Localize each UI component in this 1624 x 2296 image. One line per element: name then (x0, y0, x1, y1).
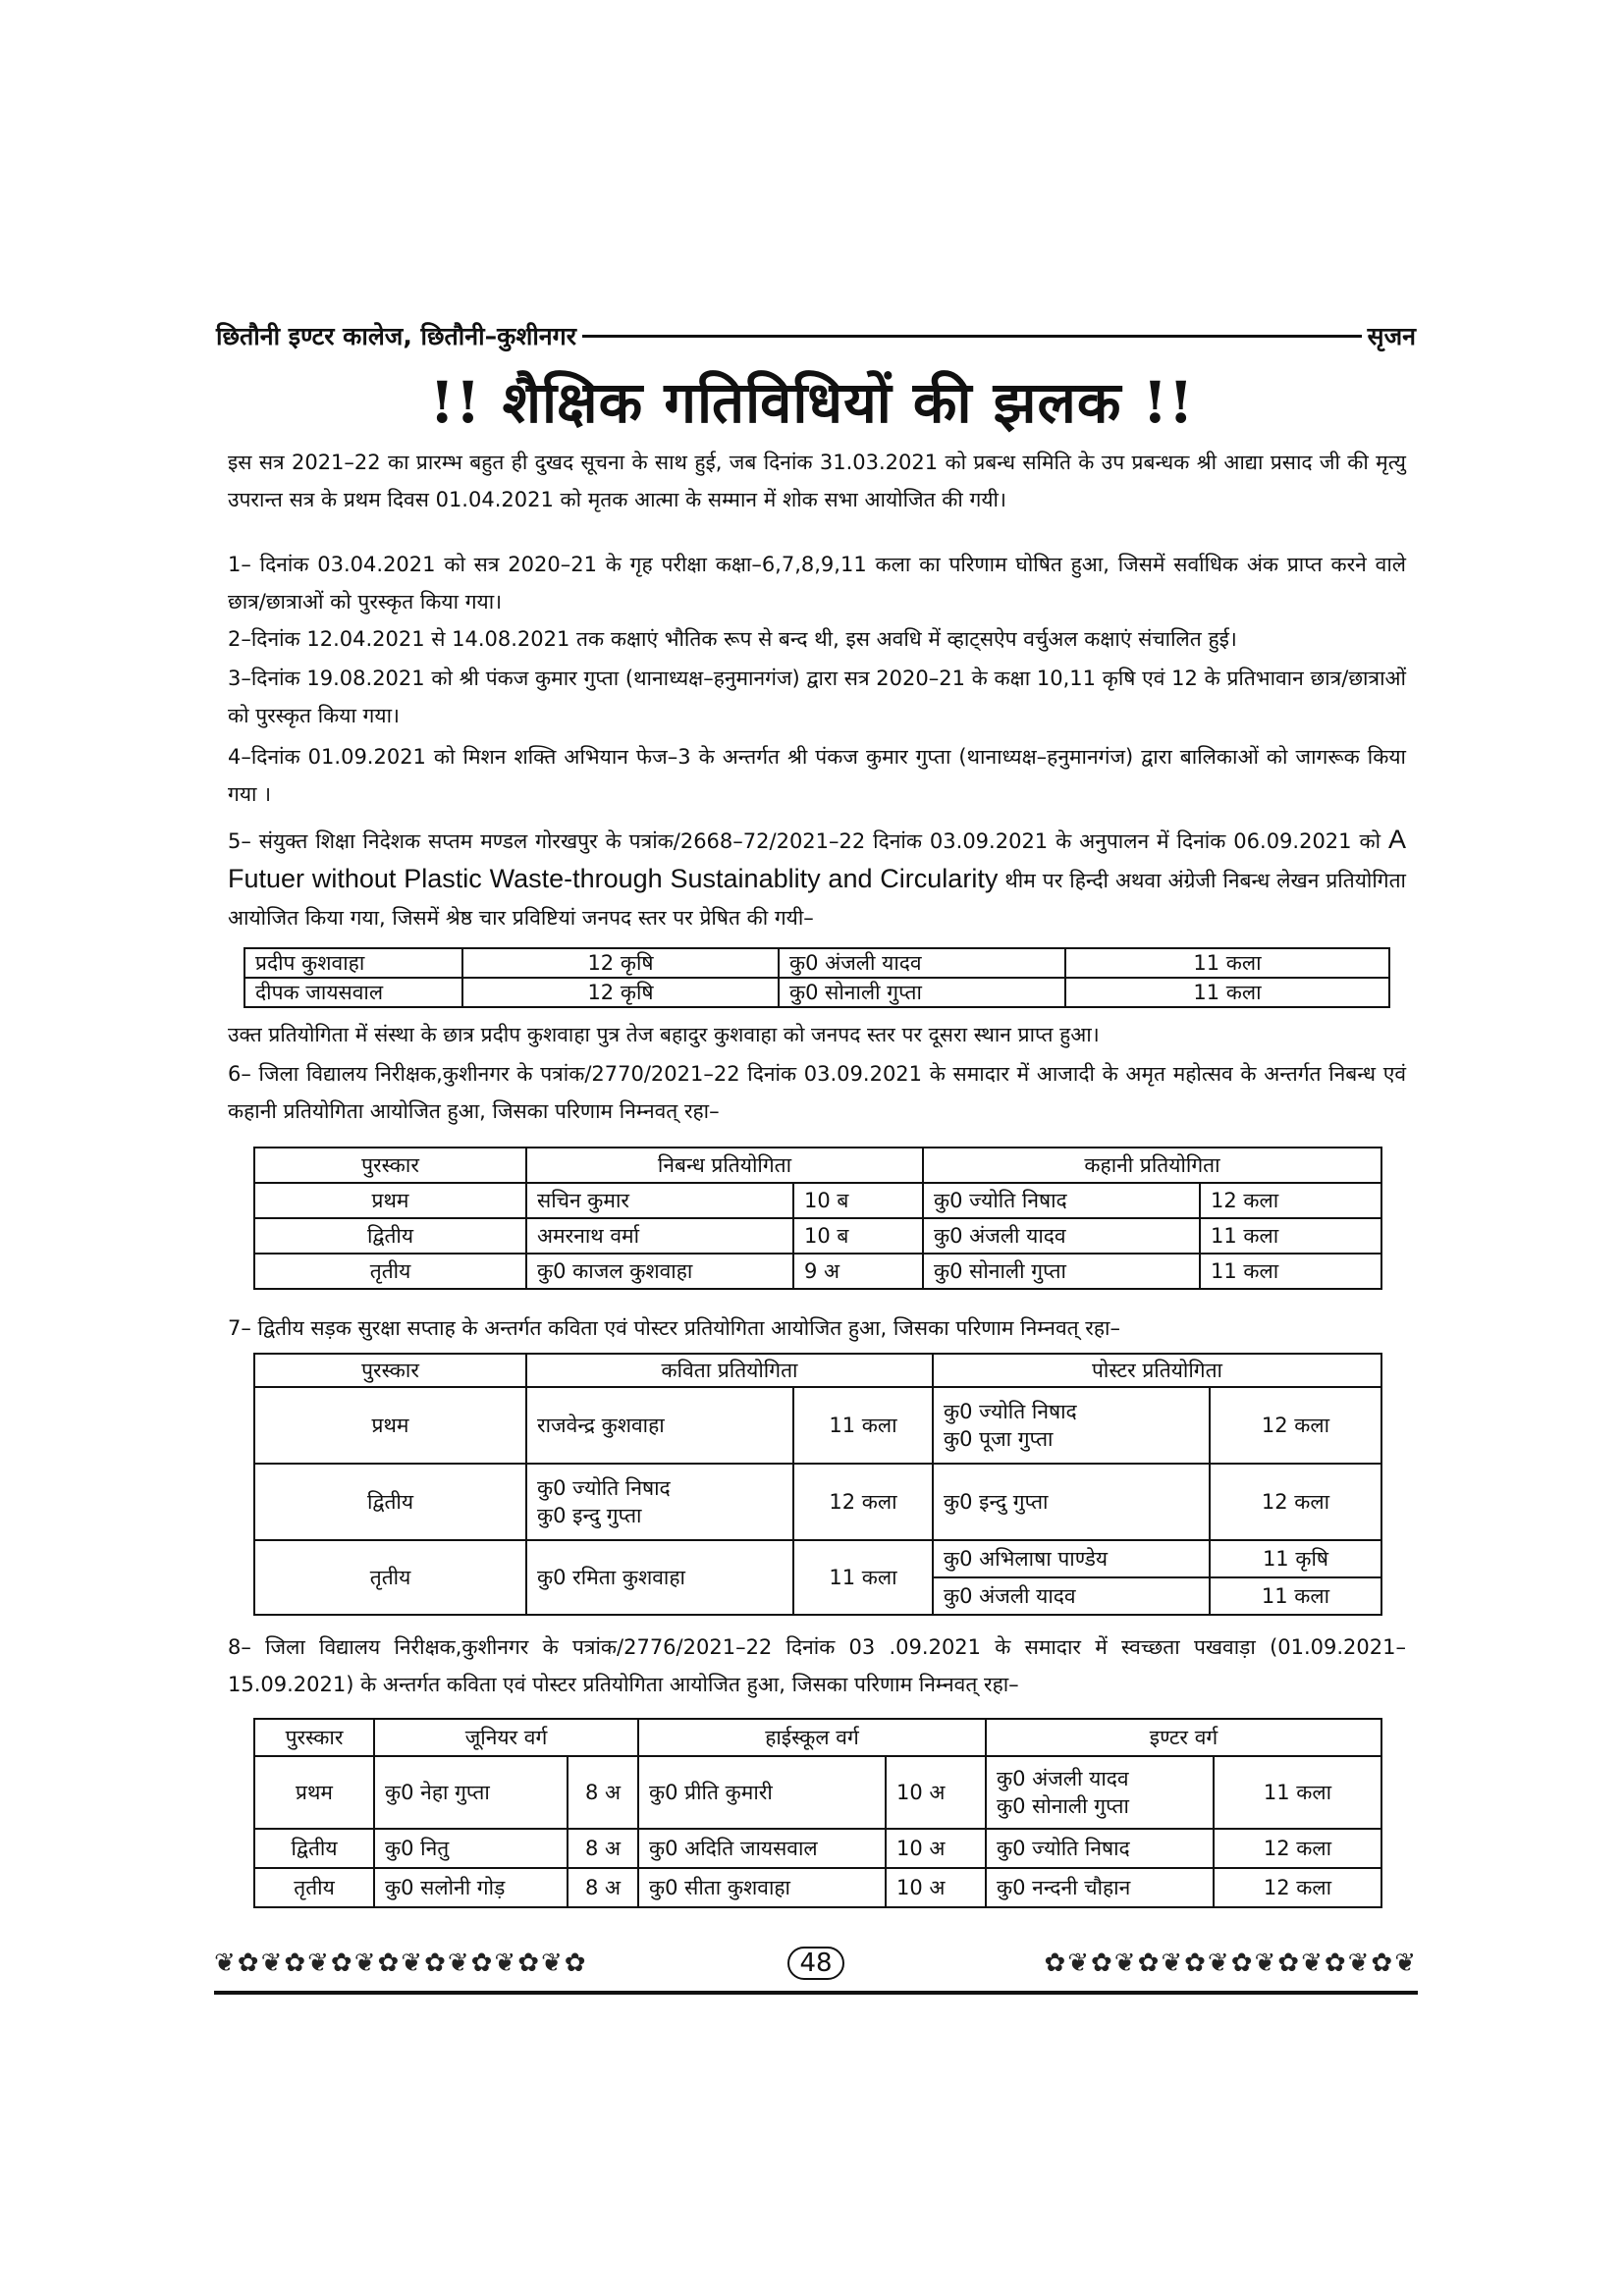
table-row: प्रदीप कुशवाहा 12 कृषि कु0 अंजली यादव 11 कला (244, 948, 1389, 978)
item-2: 2–दिनांक 12.04.2021 से 14.08.2021 तक कक्षाएं भौतिक रूप से बन्द थी, इस अवधि में व्हाट्सऐप वर्चुअल कक्षाएं संचालित हुई। (228, 627, 1237, 651)
item-6: 6– जिला विद्यालय निरीक्षक,कुशीनगर के पत्रांक/2770/2021–22 दिनांक 03.09.2021 के समादार में आजादी के अमृत महोत्सव के अन्तर्गत निबन्ध एवं कहानी प्रतियोगिता आयोजित हुआ, जिसका परिणाम निम्नवत् रहा– (228, 1062, 1406, 1123)
table-row: प्रथम राजवेन्द्र कुशवाहा 11 कला कु0 ज्योति निषाद कु0 पूजा गुप्ता 12 कला (254, 1387, 1381, 1464)
item-5-result: उक्त प्रतियोगिता में संस्था के छात्र प्रदीप कुशवाहा पुत्र तेज बहादुर कुशवाहा को जनपद स्तर पर दूसरा स्थान प्राप्त हुआ। (228, 1023, 1100, 1046)
item-3: 3–दिनांक 19.08.2021 को श्री पंकज कुमार गुप्ता (थानाध्यक्ष–हनुमानगंज) द्वारा सत्र 2020–21 के कक्षा 10,11 कृषि एवं 12 के प्रतिभावान छात्र/छात्राओं को पुरस्कृत किया गया। (228, 667, 1406, 727)
table-header-row: पुरस्कार जूनियर वर्ग हाईस्कूल वर्ग इण्टर वर्ग (254, 1719, 1381, 1756)
essay-story-results-table (253, 1147, 1382, 1290)
table-row: दीपक जायसवाल 12 कृषि कु0 सोनाली गुप्ता 11 कला (244, 978, 1389, 1007)
item-5-rest: थीम पर हिन्दी अथवा अंग्रेजी निबन्ध लेखन प्रतियोगिता आयोजित किया गया, जिसमें श्रेष्ठ चार प्रविष्टियां जनपद स्तर पर प्रेषित की गयी– (228, 869, 1406, 930)
poem-poster-results-table (253, 1353, 1382, 1616)
item-5-intro: 5– संयुक्त शिक्षा निदेशक सप्तम मण्डल गोरखपुर के पत्रांक/2668–72/2021–22 दिनांक 03.09.2021 के अनुपालन में दिनांक 06.09.2021 को (228, 829, 1381, 853)
item-1: 1– दिनांक 03.04.2021 को सत्र 2020–21 के गृह परीक्षा कक्षा–6,7,8,9,11 कला का परिणाम घोषित हुआ, जिसमें सर्वाधिक अंक प्राप्त करने वाले छात्र/छात्राओं को पुरस्कृत किया गया। (228, 553, 1406, 614)
table-header-row: पुरस्कार निबन्ध प्रतियोगिता कहानी प्रतियोगिता (254, 1148, 1381, 1183)
page-number: 48 (787, 1947, 843, 1980)
footer-ornament-border (214, 1938, 1418, 1989)
state-entries-table (244, 947, 1390, 1008)
table-row: द्वितीय कु0 नितु 8 अ कु0 अदिति जायसवाल 10 अ कु0 ज्योति निषाद 12 कला (254, 1829, 1381, 1868)
item-5-theme: A Futuer without Plastic Waste-through Sustainablity and Circularity (228, 825, 1406, 893)
magazine-name: सृजन (1367, 322, 1416, 350)
table-header-row: पुरस्कार कविता प्रतियोगिता पोस्टर प्रतियोगिता (254, 1354, 1381, 1387)
footer-rule (214, 1991, 1418, 1995)
item-7: 7– द्वितीय सड़क सुरक्षा सप्ताह के अन्तर्गत कविता एवं पोस्टर प्रतियोगिता आयोजित हुआ, जिसका परिणाम निम्नवत् रहा– (228, 1316, 1120, 1340)
table-row: तृतीय कु0 सलोनी गोड़ 8 अ कु0 सीता कुशवाहा 10 अ कु0 नन्दनी चौहान 12 कला (254, 1868, 1381, 1907)
cleanliness-results-table (253, 1718, 1382, 1908)
table-row: कु0 अंजली यादव 11 कला (254, 1577, 1381, 1615)
college-name: छितौनी इण्टर कालेज, छितौनी–कुशीनगर (216, 322, 576, 350)
page-title: !! शैक्षिक गतिविधियों की झलक !! (429, 369, 1195, 436)
table-row: तृतीय कु0 रमिता कुशवाहा 11 कला कु0 अभिलाषा पाण्डेय 11 कृषि (254, 1540, 1381, 1577)
table-row: प्रथम कु0 नेहा गुप्ता 8 अ कु0 प्रीति कुमारी 10 अ कु0 अंजली यादव कु0 सोनाली गुप्ता 11 कला (254, 1756, 1381, 1829)
intro-paragraph: इस सत्र 2021–22 का प्रारम्भ बहुत ही दुखद सूचना के साथ हुई, जब दिनांक 31.03.2021 को प्रबन्ध समिति के उप प्रबन्धक श्री आद्या प्रसाद जी की मृत्यु उपरान्त सत्र के प्रथम दिवस 01.04.2021 को मृतक आत्मा के सम्मान में शोक सभा आयोजित की गयी। (228, 451, 1406, 511)
page-header (216, 316, 1416, 355)
ornament-left-icon: ❦✿❦✿❦✿❦✿❦✿❦✿❦✿❦✿ (214, 1949, 588, 1978)
header-rule (582, 335, 1362, 338)
item-4: 4–दिनांक 01.09.2021 को मिशन शक्ति अभियान फेज–3 के अन्तर्गत श्री पंकज कुमार गुप्ता (थानाध्यक्ष–हनुमानगंज) द्वारा बालिकाओं को जागरूक किया गया । (228, 745, 1406, 806)
table-row: तृतीय कु0 काजल कुशवाहा 9 अ कु0 सोनाली गुप्ता 11 कला (254, 1254, 1381, 1289)
table-row: प्रथम सचिन कुमार 10 ब कु0 ज्योति निषाद 12 कला (254, 1183, 1381, 1218)
table-row: द्वितीय कु0 ज्योति निषाद कु0 इन्दु गुप्ता 12 कला कु0 इन्दु गुप्ता 12 कला (254, 1464, 1381, 1540)
item-8: 8– जिला विद्यालय निरीक्षक,कुशीनगर के पत्रांक/2776/2021–22 दिनांक 03 .09.2021 के समादार में स्वच्छता पखवाड़ा (01.09.2021–15.09.2021) के अन्तर्गत कविता एवं पोस्टर प्रतियोगिता आयोजित हुआ, जिसका परिणाम निम्नवत् रहा– (228, 1635, 1406, 1696)
ornament-right-icon: ✿❦✿❦✿❦✿❦✿❦✿❦✿❦✿❦ (1044, 1949, 1418, 1978)
table-row: द्वितीय अमरनाथ वर्मा 10 ब कु0 अंजली यादव 11 कला (254, 1218, 1381, 1254)
item-5 (228, 821, 1406, 936)
